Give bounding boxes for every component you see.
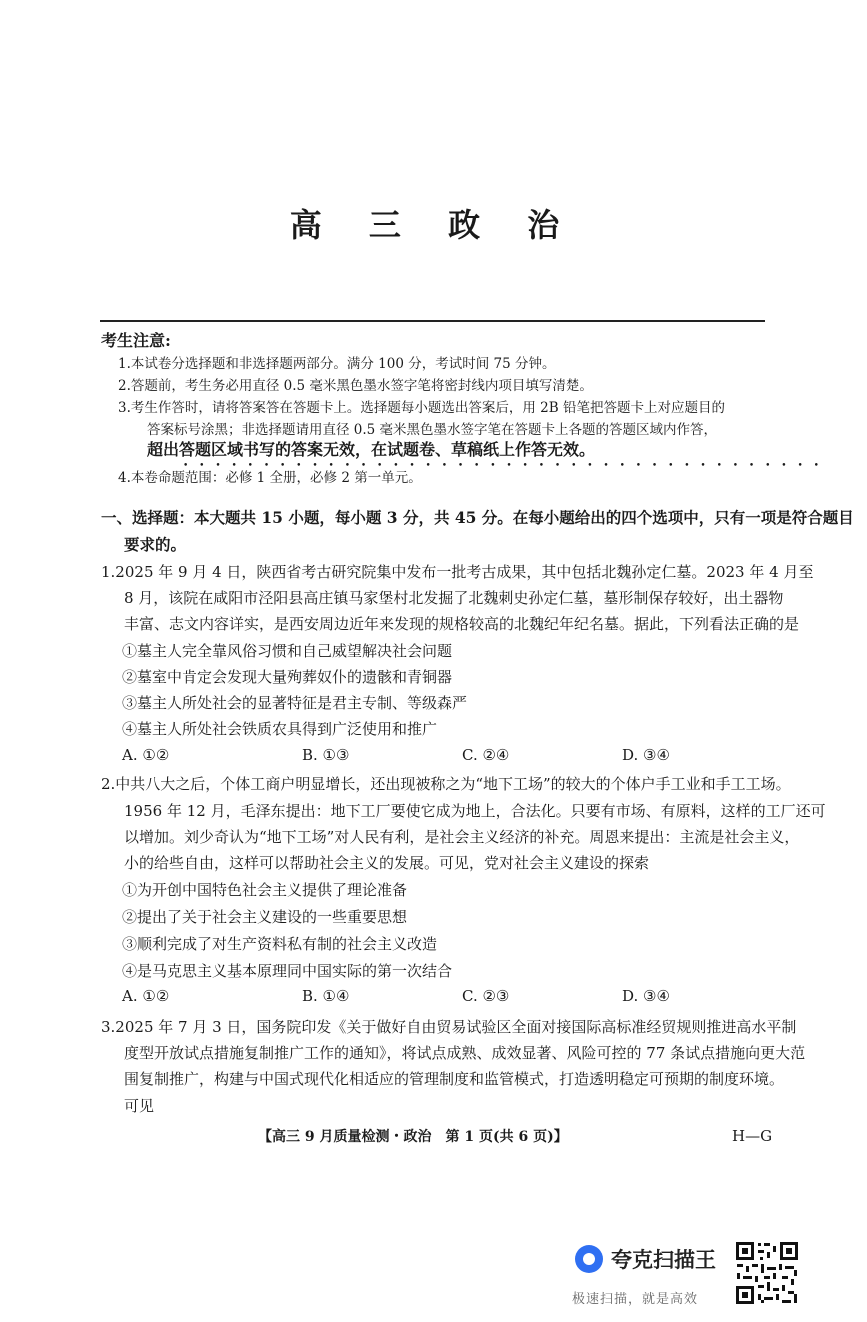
q3-line-2: 度型开放试点措施复制推广工作的通知》，将试点成熟、成效显著、风险可控的 77 条试点措施向更大范 (124, 1044, 806, 1062)
q2-statement-3: ③顺利完成了对生产资料私有制的社会主义改造 (122, 935, 438, 953)
q2-line-1: 2.中共八大之后，个体工商户明显增长，还出现被称之为“地下工场”的较大的个体户手工业和手工工场。 (101, 775, 791, 793)
q3-line-3: 围复制推广，构建与中国式现代化相适应的管理制度和监管模式，打造透明稳定可预期的制度环境。 (124, 1070, 785, 1088)
notice-line-2: 2.答题前，考生务必用直径 0.5 毫米黑色墨水签字笔将密封线内项目填写清楚。 (118, 378, 593, 394)
q1-option-c: C. ②④ (462, 746, 510, 764)
page-footer: 【高三 9 月质量检测・政治 第 1 页(共 6 页)】 (258, 1129, 568, 1145)
notice-line-3a: 3.考生作答时，请将答案答在答题卡上。选择题每小题选出答案后，用 2B 铅笔把答题卡上对应题目的 (118, 400, 725, 416)
q2-line-4: 小的给些自由，这样可以帮助社会主义的发展。可见，党对社会主义建设的探索 (124, 854, 650, 872)
q2-option-d: D. ③④ (622, 987, 670, 1005)
scanner-brand-name: 夸克扫描王 (611, 1248, 716, 1272)
notice-line-3c: 超出答题区域书写的答案无效，在试题卷、草稿纸上作答无效。 (147, 440, 596, 459)
q1-line-3: 丰富、志文内容详实，是西安周边近年来发现的规格较高的北魏纪年纪名墓。据此，下列看法正确的是 (124, 615, 800, 633)
q1-option-d: D. ③④ (622, 746, 670, 764)
emphasis-dots: • • • • • • • • • • • • • • • • • • • • • • • • • • • • • • • • • • • • • • • • (183, 461, 823, 471)
q1-line-1: 1.2025 年 9 月 4 日，陕西省考古研究院集中发布一批考古成果，其中包括北魏孙定仁墓。2023 年 4 月至 (101, 563, 814, 581)
q2-option-c: C. ②③ (462, 987, 510, 1005)
q2-line-3: 以增加。刘少奇认为“地下工场”对人民有利，是社会主义经济的补充。周恩来提出：主流是社会主义， (124, 828, 800, 846)
qr-code-icon (734, 1240, 800, 1306)
q2-statement-2: ②提出了关于社会主义建设的一些重要思想 (122, 908, 408, 926)
q1-statement-1: ①墓主人完全靠风俗习惯和自己威望解决社会问题 (122, 642, 453, 660)
notice-line-1: 1.本试卷分选择题和非选择题两部分。满分 100 分，考试时间 75 分钟。 (118, 356, 556, 372)
scanner-tagline: 极速扫描，就是高效 (572, 1292, 699, 1307)
scanner-watermark (575, 1244, 716, 1274)
section-heading: 一、选择题：本大题共 15 小题，每小题 3 分，共 45 分。在每小题给出的四个选项中，只有一项是符合题目 (101, 508, 854, 527)
q2-statement-4: ④是马克思主义基本原理同中国实际的第一次结合 (122, 962, 453, 980)
q2-line-2: 1956 年 12 月，毛泽东提出：地下工厂要使它成为地上，合法化。只要有市场、有原料，这样的工厂还可 (124, 802, 826, 820)
q2-statement-1: ①为开创中国特色社会主义提供了理论准备 (122, 881, 408, 899)
q1-line-2: 8 月，该院在咸阳市泾阳县高庄镇马家堡村北发掘了北魏刺史孙定仁墓，墓形制保存较好，出土器物 (124, 589, 784, 607)
q1-option-b: B. ①③ (302, 746, 350, 764)
q3-line-1: 3.2025 年 7 月 3 日，国务院印发《关于做好自由贸易试验区全面对接国际高标准经贸规则推进高水平制 (101, 1018, 797, 1036)
q2-option-b: B. ①④ (302, 987, 350, 1005)
notice-heading: 考生注意: (101, 331, 171, 350)
notice-line-3b: 答案标号涂黑；非选择题请用直径 0.5 毫米黑色墨水签字笔在答题卡上各题的答题区域内作答， (147, 422, 718, 438)
q3-line-4: 可见 (124, 1097, 155, 1115)
q2-option-a: A. ①② (122, 987, 170, 1005)
header-divider (100, 320, 765, 322)
page-title: 高 三 政 治 (289, 206, 578, 244)
q1-statement-2: ②墓室中肯定会发现大量殉葬奴仆的遗骸和青铜器 (122, 668, 453, 686)
section-heading-cont: 要求的。 (124, 535, 187, 554)
quark-logo-icon (575, 1245, 603, 1273)
paper-code: H—G (732, 1127, 773, 1145)
q1-statement-4: ④墓主人所处社会铁质农具得到广泛使用和推广 (122, 720, 438, 738)
notice-line-4: 4.本卷命题范围：必修 1 全册，必修 2 第一单元。 (118, 470, 422, 486)
q1-option-a: A. ①② (122, 746, 170, 764)
q1-statement-3: ③墓主人所处社会的显著特征是君主专制、等级森严 (122, 694, 468, 712)
